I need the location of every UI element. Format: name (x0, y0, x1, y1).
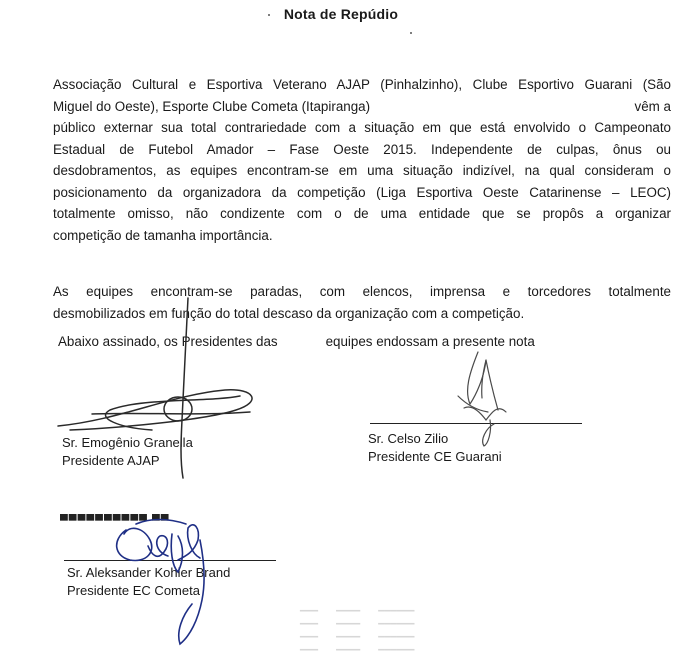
paragraph-1-line: público externar sua total contrariedade com a situação em que está envolvido o Campeonato (53, 120, 671, 135)
paragraph-2-line: desmobilizados em função do total descaso da organização com a competição. (53, 305, 525, 321)
scan-smudge: ▀▀▀▀▀▀▀▀▀▀ ▀▀ (60, 515, 170, 527)
document-title: Nota de Repúdio (283, 6, 399, 22)
paragraph-1-line-segment: vêm a (634, 98, 671, 114)
closing-part-1: Abaixo assinado, os Presidentes das (58, 334, 278, 349)
signature-line-cometa (64, 560, 276, 561)
paragraph-1-line: totalmente omisso, não condizente com o de uma entidade que se propôs a organizar (53, 206, 671, 221)
signatory-cometa (67, 564, 230, 600)
paragraph-1-line: competição de tamanha importância. (53, 227, 273, 243)
paragraph-1 (53, 74, 671, 246)
scan-dot (268, 14, 270, 16)
closing-statement (58, 332, 535, 352)
paragraph-1-line-segment: Miguel do Oeste), Esporte Clube Cometa (Itapiranga) (53, 98, 371, 114)
signature-line-guarani (370, 423, 582, 424)
signatory-role: Presidente EC Cometa (67, 583, 200, 598)
closing-part-2: equipes endossam a presente nota (325, 334, 535, 349)
signatory-name: Sr. Aleksander Kohler Brand (67, 565, 231, 580)
paragraph-1-line: Associação Cultural e Esportiva Veterano AJAP (Pinhalzinho), Clube Esportivo Guarani (São (53, 77, 671, 92)
signatory-name: Sr. Celso Zilio (368, 431, 449, 446)
scan-dot (410, 32, 412, 34)
paragraph-2-line: As equipes encontram-se paradas, com elencos, imprensa e torcedores totalmente (53, 284, 671, 299)
signatory-role: Presidente CE Guarani (368, 449, 502, 464)
paragraph-1-line: posicionamento da organizadora da competição (Liga Esportiva Oeste Catarinense – LEOC) (53, 184, 671, 200)
signatory-ajap (62, 434, 193, 470)
paragraph-2 (53, 281, 671, 324)
paragraph-1-line: desdobramentos, as equipes encontram-se em uma situação indizível, na qual consideram o (53, 163, 671, 178)
bleed-through-marks: ▁▁▁ ▁▁▁▁ ▁▁▁▁▁▁ ▁▁▁ ▁▁▁▁ ▁▁▁▁▁▁ ▁▁▁ ▁▁▁▁ ▁▁▁▁▁▁ ▁▁▁ ▁▁▁▁ ▁▁▁▁▁▁ (300, 601, 415, 651)
paragraph-1-line: Estadual de Futebol Amador – Fase Oeste 2015. Independente de culpas, ônus ou (53, 141, 671, 157)
signatory-guarani (368, 430, 502, 466)
signatory-role: Presidente AJAP (62, 453, 160, 468)
paragraph-1-line (53, 96, 671, 118)
signatory-name: Sr. Emogênio Granella (62, 435, 193, 450)
